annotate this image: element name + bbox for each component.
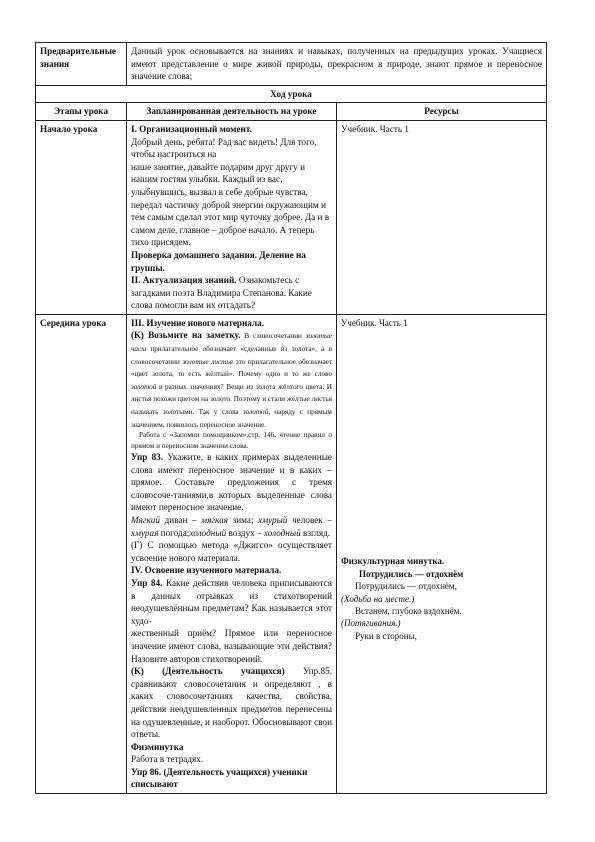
ex83-paragraph [131, 451, 332, 514]
note-p4: в разных значениях? Вещи из золота жёлтого цвета. И листья похожи цветом на золото. Поэтому и стали жёлтые листья называть золотыми. Так у слова [131, 382, 332, 417]
example-word: холодный [189, 527, 227, 538]
example-word: мягкая [201, 515, 228, 525]
note-i2: золотые листья [182, 357, 233, 366]
course-title: Ход урока [36, 85, 547, 103]
actual-title: II. Актуализация знаний. [131, 275, 237, 286]
ex84-paragraph [131, 577, 332, 627]
fm-title: Физкультурная минутка. [341, 556, 445, 567]
ex86-label: Упр 86. (Деятельность учащихся) ученики списывают [131, 766, 308, 790]
prelim-label: Предварительные знания [36, 43, 127, 86]
example-word: Мягкий [131, 515, 160, 525]
header-row [36, 103, 547, 121]
middle-resources [337, 314, 547, 793]
ex85-paragraph [131, 665, 332, 741]
physmin-label: Физминутка [131, 741, 184, 752]
ex83-label: Упр 83. [131, 452, 164, 463]
example-word: холодный [263, 527, 301, 538]
note-i3: золотой [131, 382, 157, 391]
note-p3: это прилагательное обозначает «цвет золота, то есть жёлтый». Почему одно и то же слово [131, 357, 332, 379]
org-text: Добрый день, ребята! Рад вас видеть! Для того, чтобы настроиться на [131, 136, 317, 160]
resource-spacer [341, 329, 542, 555]
actual-text: Ознакомьтесь с загадками поэта Владимира Степанова. Какие слова помогли вам их отгадать? [131, 275, 312, 311]
note-p1: В словосочетании [240, 332, 306, 341]
example-text: зима; [227, 515, 259, 525]
ex84-text-2: жественный приём? Прямое или переносное значение имеют слова, называющие эти действия? Назовите авторов стихотворений. [131, 628, 332, 664]
ex83-text: Укажите, в каких примерах выделенные слова имеют переносное значение и в каких – прямое. Составьте предложения с тремя словосоче-таниями,в которых выделенные слова имеют переносное значение. [131, 452, 332, 513]
start-row [36, 120, 547, 314]
example-text: погода; [158, 527, 190, 538]
start-resource: Учебник. Часть 1 [337, 120, 547, 314]
start-stage: Начало урока [36, 120, 127, 314]
ex85-label: (К) (Деятельность учащихся) [131, 666, 285, 677]
middle-resource: Учебник. Часть 1 [341, 317, 408, 328]
example-text: воздух – [226, 527, 264, 538]
note-paragraph [131, 329, 332, 430]
middle-stage: Середина урока [36, 314, 127, 793]
example-text: взгляд. [300, 527, 331, 538]
example-text: диван – [160, 515, 202, 525]
example-text: человек – [287, 515, 332, 525]
note-p5: наряду с прямым значением, появилось переносное значение. [131, 408, 332, 429]
actual-paragraph [131, 274, 332, 312]
note-p2: прилагательное обозначает «сделанные из золота», а в словосочетании [131, 345, 332, 366]
homework-text: Проверка домашнего задания. Деление на группы. [131, 249, 306, 273]
header-stages: Этапы урока [36, 103, 127, 121]
header-resources: Ресурсы [337, 103, 547, 121]
org-title: I. Организационный момент. [131, 123, 252, 134]
note-work: Работа с «Запомни помощником»,стр. 146, чтение правил о прямом и переносном значении слова. [131, 431, 332, 450]
course-title-row [36, 85, 547, 103]
master-title: IV. Освоение изученного материала. [131, 565, 282, 576]
note-i4: золотой, [242, 408, 270, 417]
fm-line: Руки в стороны, [355, 630, 417, 641]
middle-activity [127, 314, 337, 793]
fm-line: Потрудились — отдохнём, [355, 581, 457, 592]
jigsaw-text: (Г) С помощью метода «Джигсо» осуществляет усвоение нового материала. [131, 540, 332, 563]
prelim-text: Данный урок основывается на знаниях и навыках, полученных на предыдущих уроках. Учащиеся имеют представление о мире живой природы, прекрасном в природе, знают прямое и переносное значение слова; [127, 43, 547, 86]
lesson-plan-table [35, 42, 547, 794]
start-activity [127, 120, 337, 314]
ex84-text: Какие действия человека приписываются в данных отрывках из стихотворений неодушевлённым предметам? Как называется этот худо- [131, 577, 332, 626]
note-label: (К) Возьмите на заметку. [131, 330, 241, 341]
study-title: III. Изучение нового материала. [131, 317, 265, 328]
note-i1: золотые часы [131, 332, 332, 354]
fm-line: (Ходьба на месте.) [341, 593, 415, 604]
fm-line: Встанем, глубоко вздохнём. [355, 605, 462, 616]
notebook-text: Работа в тетрадях. [131, 754, 204, 765]
example-word: хмурый [258, 515, 288, 525]
prelim-row [36, 43, 547, 86]
lesson-plan-page [35, 42, 547, 794]
fm-line: Потрудились — отдохнём [359, 568, 464, 579]
example-word: хмурая [131, 527, 159, 538]
header-activity: Запланированная деятельность на уроке [127, 103, 337, 121]
ex84-label: Упр 84. [131, 577, 163, 588]
org-text-2: наше занятие, давайте подарим друг другу и нашим гостям улыбки. Каждый из вас, улыбнувшись, вызвал в себе добрые чувства, передал частичку доброй энергии окружающим и тем самым сделал этот мир чуточку добрее. Да и в самом деле, главное – доброе начало. А теперь тихо присядем. [131, 161, 330, 248]
examples-paragraph [131, 514, 332, 539]
fm-line: (Потягивания.) [341, 618, 401, 629]
middle-row [36, 314, 547, 793]
ex85-text: Упр.85. сравнивают словосочетания и определяют , в каких словосочетаниях качества, свойства, действия неодушевленных предметов перенесены на одушевленные, и наоборот. Обосновывают свои ответы. [131, 666, 332, 740]
